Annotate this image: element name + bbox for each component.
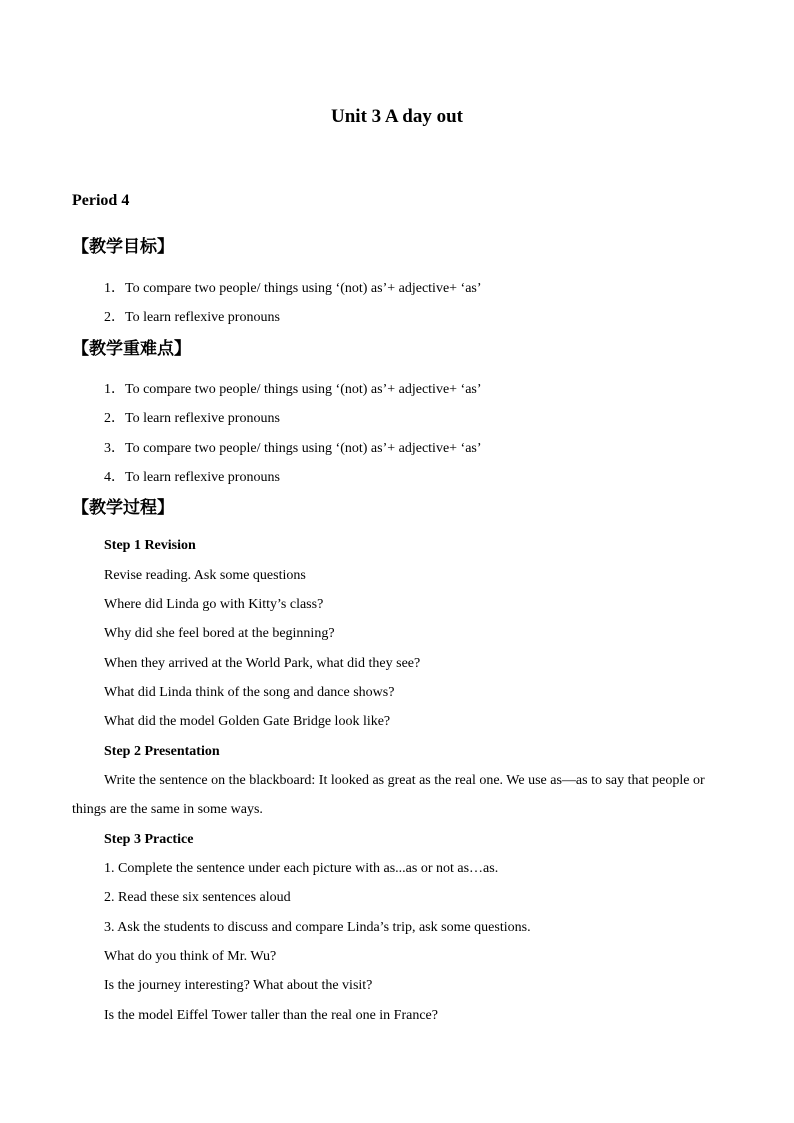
step3-line: 2. Read these six sentences aloud — [104, 890, 291, 905]
section-heading-process: 【教学过程】 — [72, 498, 174, 518]
objective-item: 1．To compare two people/ things using ‘(not) as’+ adjective+ ‘as’ — [104, 281, 482, 296]
key-point-item: 2．To learn reflexive pronouns — [104, 411, 280, 426]
step3-heading: Step 3 Practice — [104, 832, 194, 847]
step3-line: Is the journey interesting? What about the visit? — [104, 978, 373, 993]
step1-line: What did Linda think of the song and dance shows? — [104, 685, 395, 700]
step2-heading: Step 2 Presentation — [104, 744, 220, 759]
key-point-item: 4．To learn reflexive pronouns — [104, 470, 280, 485]
section-heading-key-points: 【教学重难点】 — [72, 339, 191, 359]
objective-item: 2．To learn reflexive pronouns — [104, 310, 280, 325]
step2-paragraph: Write the sentence on the blackboard: It looked as great as the real one. We use as—as to say that people or things are the same in some ways. — [72, 773, 705, 817]
period-label: Period 4 — [72, 192, 130, 209]
step1-line: Where did Linda go with Kitty’s class? — [104, 597, 324, 612]
step3-line: What do you think of Mr. Wu? — [104, 949, 277, 964]
step3-line: 3. Ask the students to discuss and compare Linda’s trip, ask some questions. — [104, 920, 531, 935]
key-point-item: 3．To compare two people/ things using ‘(not) as’+ adjective+ ‘as’ — [104, 441, 482, 456]
step1-line: Why did she feel bored at the beginning? — [104, 626, 335, 641]
section-heading-objectives: 【教学目标】 — [72, 237, 174, 257]
step3-line: Is the model Eiffel Tower taller than the real one in France? — [104, 1008, 438, 1023]
document-title: Unit 3 A day out — [331, 106, 463, 127]
key-point-item: 1．To compare two people/ things using ‘(not) as’+ adjective+ ‘as’ — [104, 382, 482, 397]
step1-heading: Step 1 Revision — [104, 538, 196, 553]
step1-line: When they arrived at the World Park, what did they see? — [104, 656, 421, 671]
step3-line: 1. Complete the sentence under each picture with as...as or not as…as. — [104, 861, 499, 876]
step1-line: Revise reading. Ask some questions — [104, 568, 306, 583]
step1-line: What did the model Golden Gate Bridge look like? — [104, 714, 391, 729]
